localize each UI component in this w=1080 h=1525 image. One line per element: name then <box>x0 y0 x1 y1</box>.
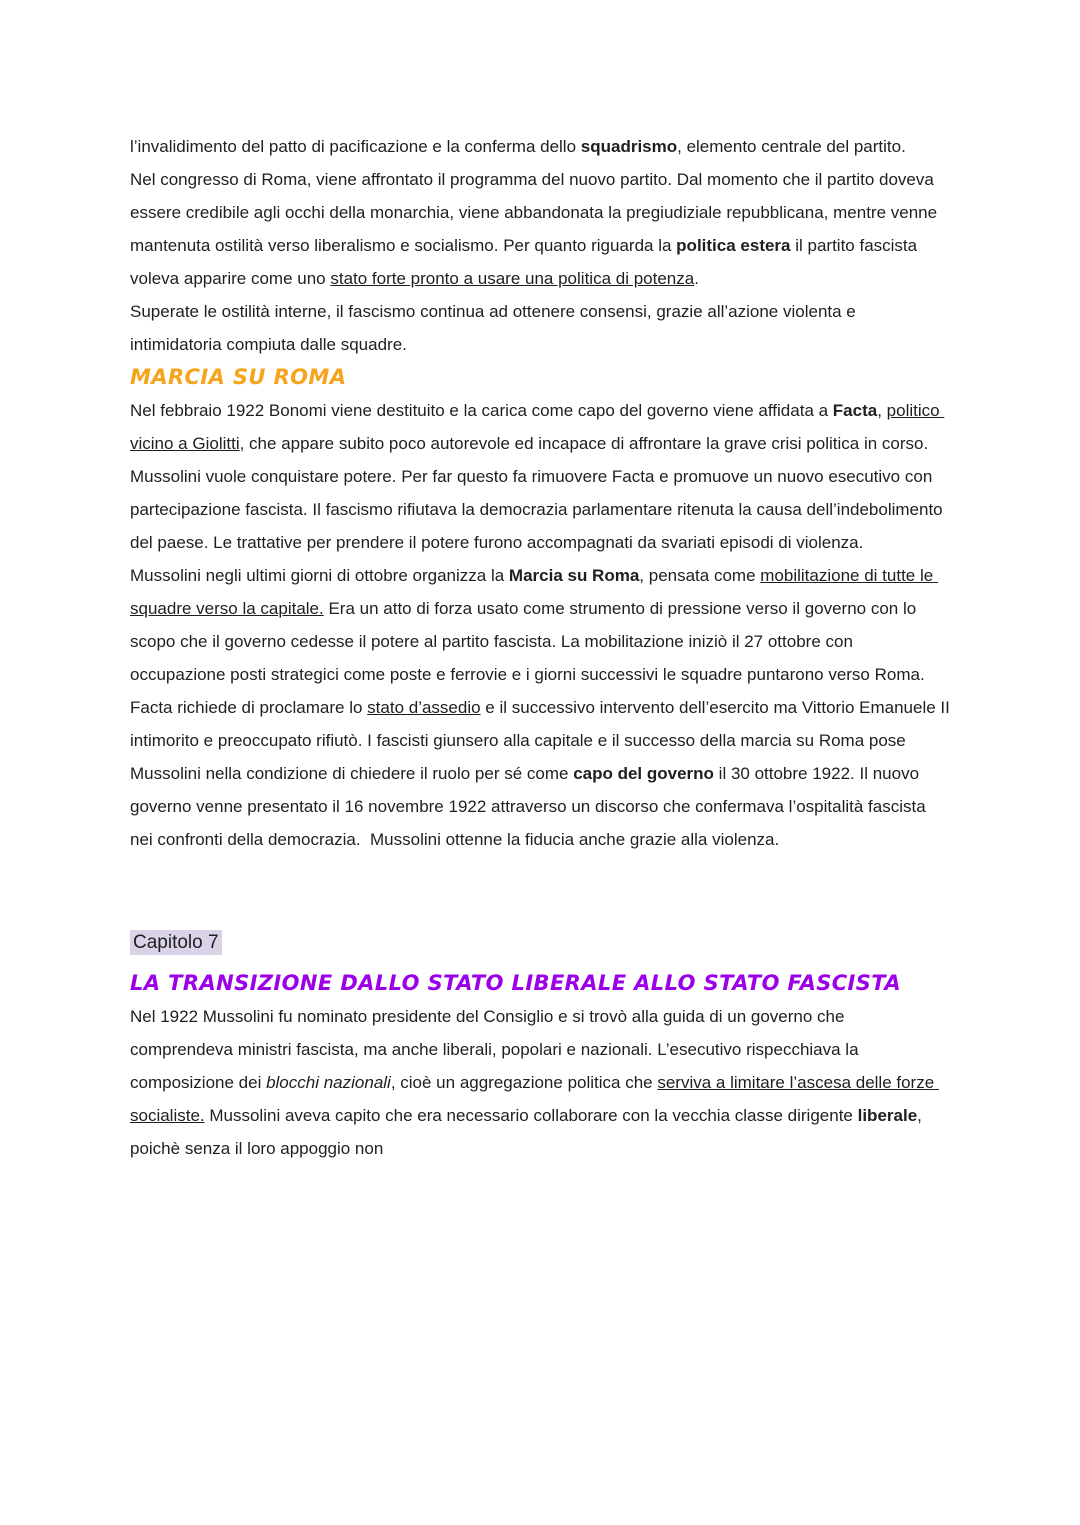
text-run: , poichè senza il loro appoggio non <box>130 1106 927 1158</box>
text-run: Nel febbraio 1922 Bonomi viene destituito e la carica come capo del governo viene affidata a <box>130 401 833 420</box>
text-run: Superate le ostilità interne, il fascismo continua ad ottenere consensi, grazie all’azione violenta e intimidatoria compiuta dalle squadre. <box>130 302 861 354</box>
text-run: Capitolo 7 <box>130 930 222 955</box>
text-run: Nel 1922 Mussolini fu nominato presidente del Consiglio e si trovò alla guida di un governo che comprendeva ministri fascista, ma anche liberali, popolari e nazionali. L’esecutivo rispecchiava la composizione dei <box>130 1007 864 1092</box>
heading-transizione <box>130 967 950 1000</box>
text-run: politico vicino a Giolitti <box>130 401 945 453</box>
text-run: Facta <box>832 401 878 420</box>
text-run: Era un atto di forza usato come strumento di pressione verso il governo con lo scopo che il governo cedesse il potere al partito fascista. La mobilitazione iniziò il 27 ottobre con occupazione posti strategici come poste e ferrovie e i giorni successivi le squadre puntarono verso Roma. Facta richiede di proclamare lo <box>130 599 930 717</box>
document-content <box>130 130 955 1165</box>
text-run: politica estera <box>676 236 791 255</box>
text-run: Mussolini vuole conquistare potere. Per far questo fa rimuovere Facta e promuove un nuovo esecutivo con partecipazione fascista. Il fascismo rifiutava la democrazia parlamentare ritenuta la causa dell’indebolimento del paese. Le trattative per prendere il potere furono accompagnati da svariati episodi di violenza. <box>130 467 948 552</box>
text-run: stato d’assedio <box>367 698 481 717</box>
paragraph-ostilita-interne <box>130 295 950 361</box>
text-run: LA TRANSIZIONE DALLO STATO LIBERALE ALLO STATO FASCISTA <box>130 971 902 995</box>
text-run: Nel congresso di Roma, viene affrontato il programma del nuovo partito. Dal momento che il partito doveva essere credibile agli occhi della monarchia, viene abbandonata la pregiudiziale repubblicana, mentre venne mantenuta ostilità verso liberalismo e socialismo. Per quanto riguarda la <box>130 170 942 255</box>
text-run: , pensata come <box>639 566 761 585</box>
text-run: serviva a limitare l’ascesa delle forze socialiste. <box>130 1073 939 1125</box>
text-run: , che appare subito poco autorevole ed incapace di affrontare la grave crisi politica in corso. <box>239 434 929 453</box>
chapter-7-label <box>130 926 950 959</box>
text-run: squadrismo <box>580 137 678 156</box>
text-run: Mussolini negli ultimi giorni di ottobre organizza la <box>130 566 509 585</box>
paragraph-mussolini-potere <box>130 460 950 559</box>
text-run: Mussolini aveva capito che era necessario collaborare con la vecchia classe dirigente <box>204 1106 858 1125</box>
text-run: blocchi nazionali <box>266 1073 391 1092</box>
heading-marcia-su-roma <box>130 361 950 394</box>
text-run: MARCIA SU ROMA <box>130 365 347 389</box>
text-run: il 30 ottobre 1922. Il nuovo governo venne presentato il 16 novembre 1922 attraverso un discorso che confermava l’ospitalità fascista nei confronti della democrazia. Mussolini ottenne la fiducia anche grazie alla violenza. <box>130 764 931 849</box>
paragraph-presidente-consiglio <box>130 1000 950 1165</box>
text-run: , cioè un aggregazione politica che <box>390 1073 658 1092</box>
paragraph-marcia-ottobre <box>130 559 955 856</box>
text-run: capo del governo <box>573 764 714 783</box>
text-run: , elemento centrale del partito. <box>677 137 906 156</box>
text-run: Marcia su Roma <box>508 566 640 585</box>
text-run: e il successivo intervento dell’esercito ma Vittorio Emanuele II intimorito e preoccupato rifiutò. I fascisti giunsero alla capitale e il successo della marcia su Roma pose Mussolini nella condizione di chiedere il ruolo per sé come <box>130 698 955 783</box>
text-run: l’invalidimento del patto di pacificazione e la conferma dello <box>130 137 581 156</box>
paragraph-squadrismo <box>130 130 950 163</box>
paragraph-congresso-roma <box>130 163 950 295</box>
text-run: il partito fascista voleva apparire come uno <box>130 236 922 288</box>
text-run: liberale <box>857 1106 918 1125</box>
text-run: stato forte pronto a usare una politica di potenza <box>330 269 695 288</box>
text-run: . <box>694 269 699 288</box>
text-run: mobilitazione di tutte le squadre verso la capitale. <box>130 566 938 618</box>
text-run: , <box>877 401 887 420</box>
paragraph-facta <box>130 394 950 460</box>
